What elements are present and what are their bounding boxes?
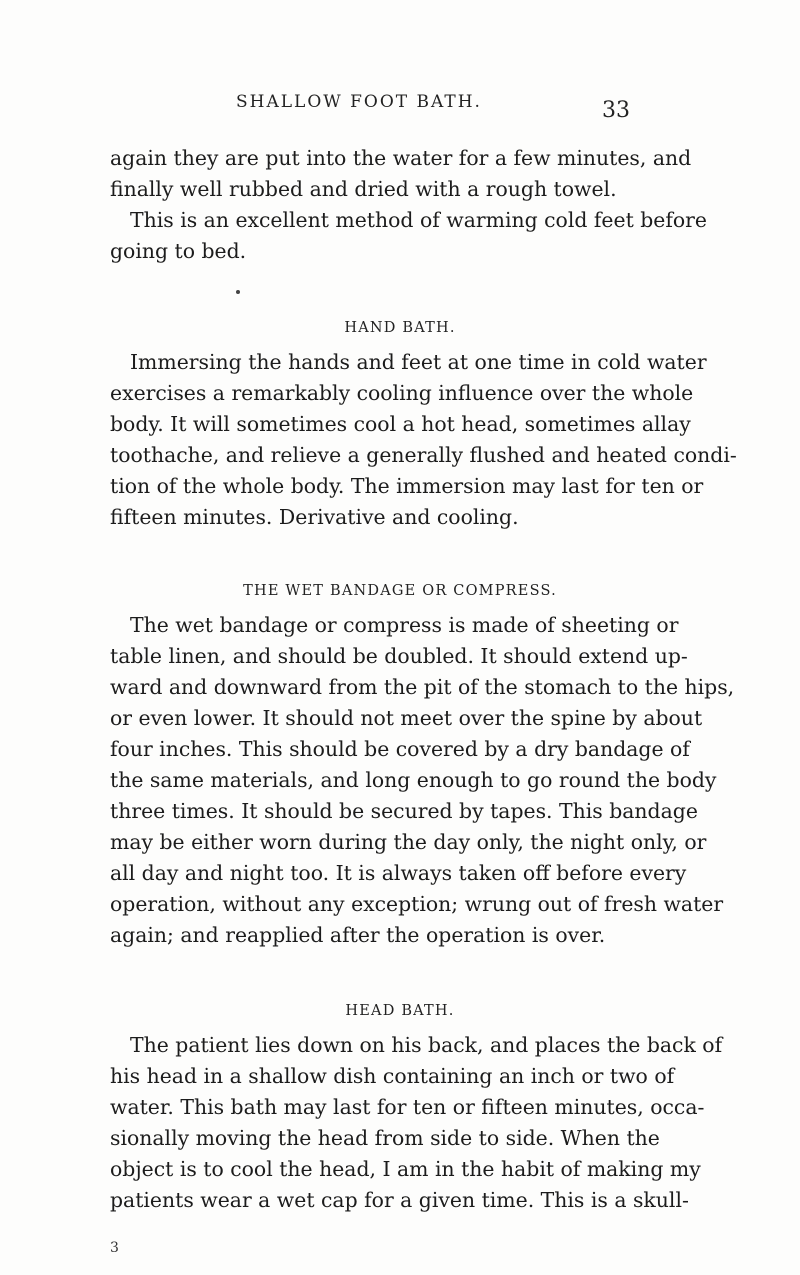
text-line: This is an excellent method of warming cold feet before bbox=[130, 208, 708, 232]
text-line: The wet bandage or compress is made of sheeting or bbox=[130, 613, 679, 637]
text-line: The patient lies down on his back, and places the back of bbox=[130, 1033, 723, 1057]
text-line: three times. It should be secured by tapes. This bandage bbox=[110, 799, 698, 823]
text-line: finally well rubbed and dried with a rough towel. bbox=[110, 177, 617, 201]
text-line: fifteen minutes. Derivative and cooling. bbox=[110, 505, 519, 529]
text-line: table linen, and should be doubled. It should extend up- bbox=[110, 644, 688, 668]
text-line: Immersing the hands and feet at one time in cold water bbox=[130, 350, 707, 374]
text-line: tion of the whole body. The immersion may last for ten or bbox=[110, 474, 704, 498]
text-line: ward and downward from the pit of the stomach to the hips, bbox=[110, 675, 735, 699]
text-line: all day and night too. It is always taken off before every bbox=[110, 861, 687, 885]
text-line: going to bed. bbox=[110, 239, 247, 263]
text-line: water. This bath may last for ten or fifteen minutes, occa- bbox=[110, 1095, 705, 1119]
text-line: or even lower. It should not meet over the spine by about bbox=[110, 706, 703, 730]
running-title: SHALLOW FOOT BATH. bbox=[236, 92, 482, 112]
text-line: toothache, and relieve a generally flushed and heated condi- bbox=[110, 443, 737, 467]
text-line: body. It will sometimes cool a hot head, sometimes allay bbox=[110, 412, 691, 436]
text-line: exercises a remarkably cooling influence over the whole bbox=[110, 381, 694, 405]
page-number: 33 bbox=[602, 98, 630, 123]
stray-dot bbox=[236, 290, 240, 294]
text-line: again; and reapplied after the operation is over. bbox=[110, 923, 606, 947]
text-line: again they are put into the water for a few minutes, and bbox=[110, 146, 692, 170]
section-heading-wet-bandage: THE WET BANDAGE OR COMPRESS. bbox=[243, 583, 557, 599]
text-line: his head in a shallow dish containing an inch or two of bbox=[110, 1064, 675, 1088]
text-line: operation, without any exception; wrung out of fresh water bbox=[110, 892, 724, 916]
text-line: the same materials, and long enough to go round the body bbox=[110, 768, 717, 792]
text-line: four inches. This should be covered by a dry bandage of bbox=[110, 737, 690, 761]
signature-mark: 3 bbox=[110, 1240, 119, 1256]
section-heading-hand-bath: HAND BATH. bbox=[344, 320, 456, 336]
text-line: object is to cool the head, I am in the habit of making my bbox=[110, 1157, 701, 1181]
text-line: patients wear a wet cap for a given time. This is a skull- bbox=[110, 1188, 689, 1212]
text-line: may be either worn during the day only, the night only, or bbox=[110, 830, 707, 854]
text-line: sionally moving the head from side to side. When the bbox=[110, 1126, 660, 1150]
section-heading-head-bath: HEAD BATH. bbox=[345, 1003, 455, 1019]
running-head bbox=[0, 92, 800, 122]
